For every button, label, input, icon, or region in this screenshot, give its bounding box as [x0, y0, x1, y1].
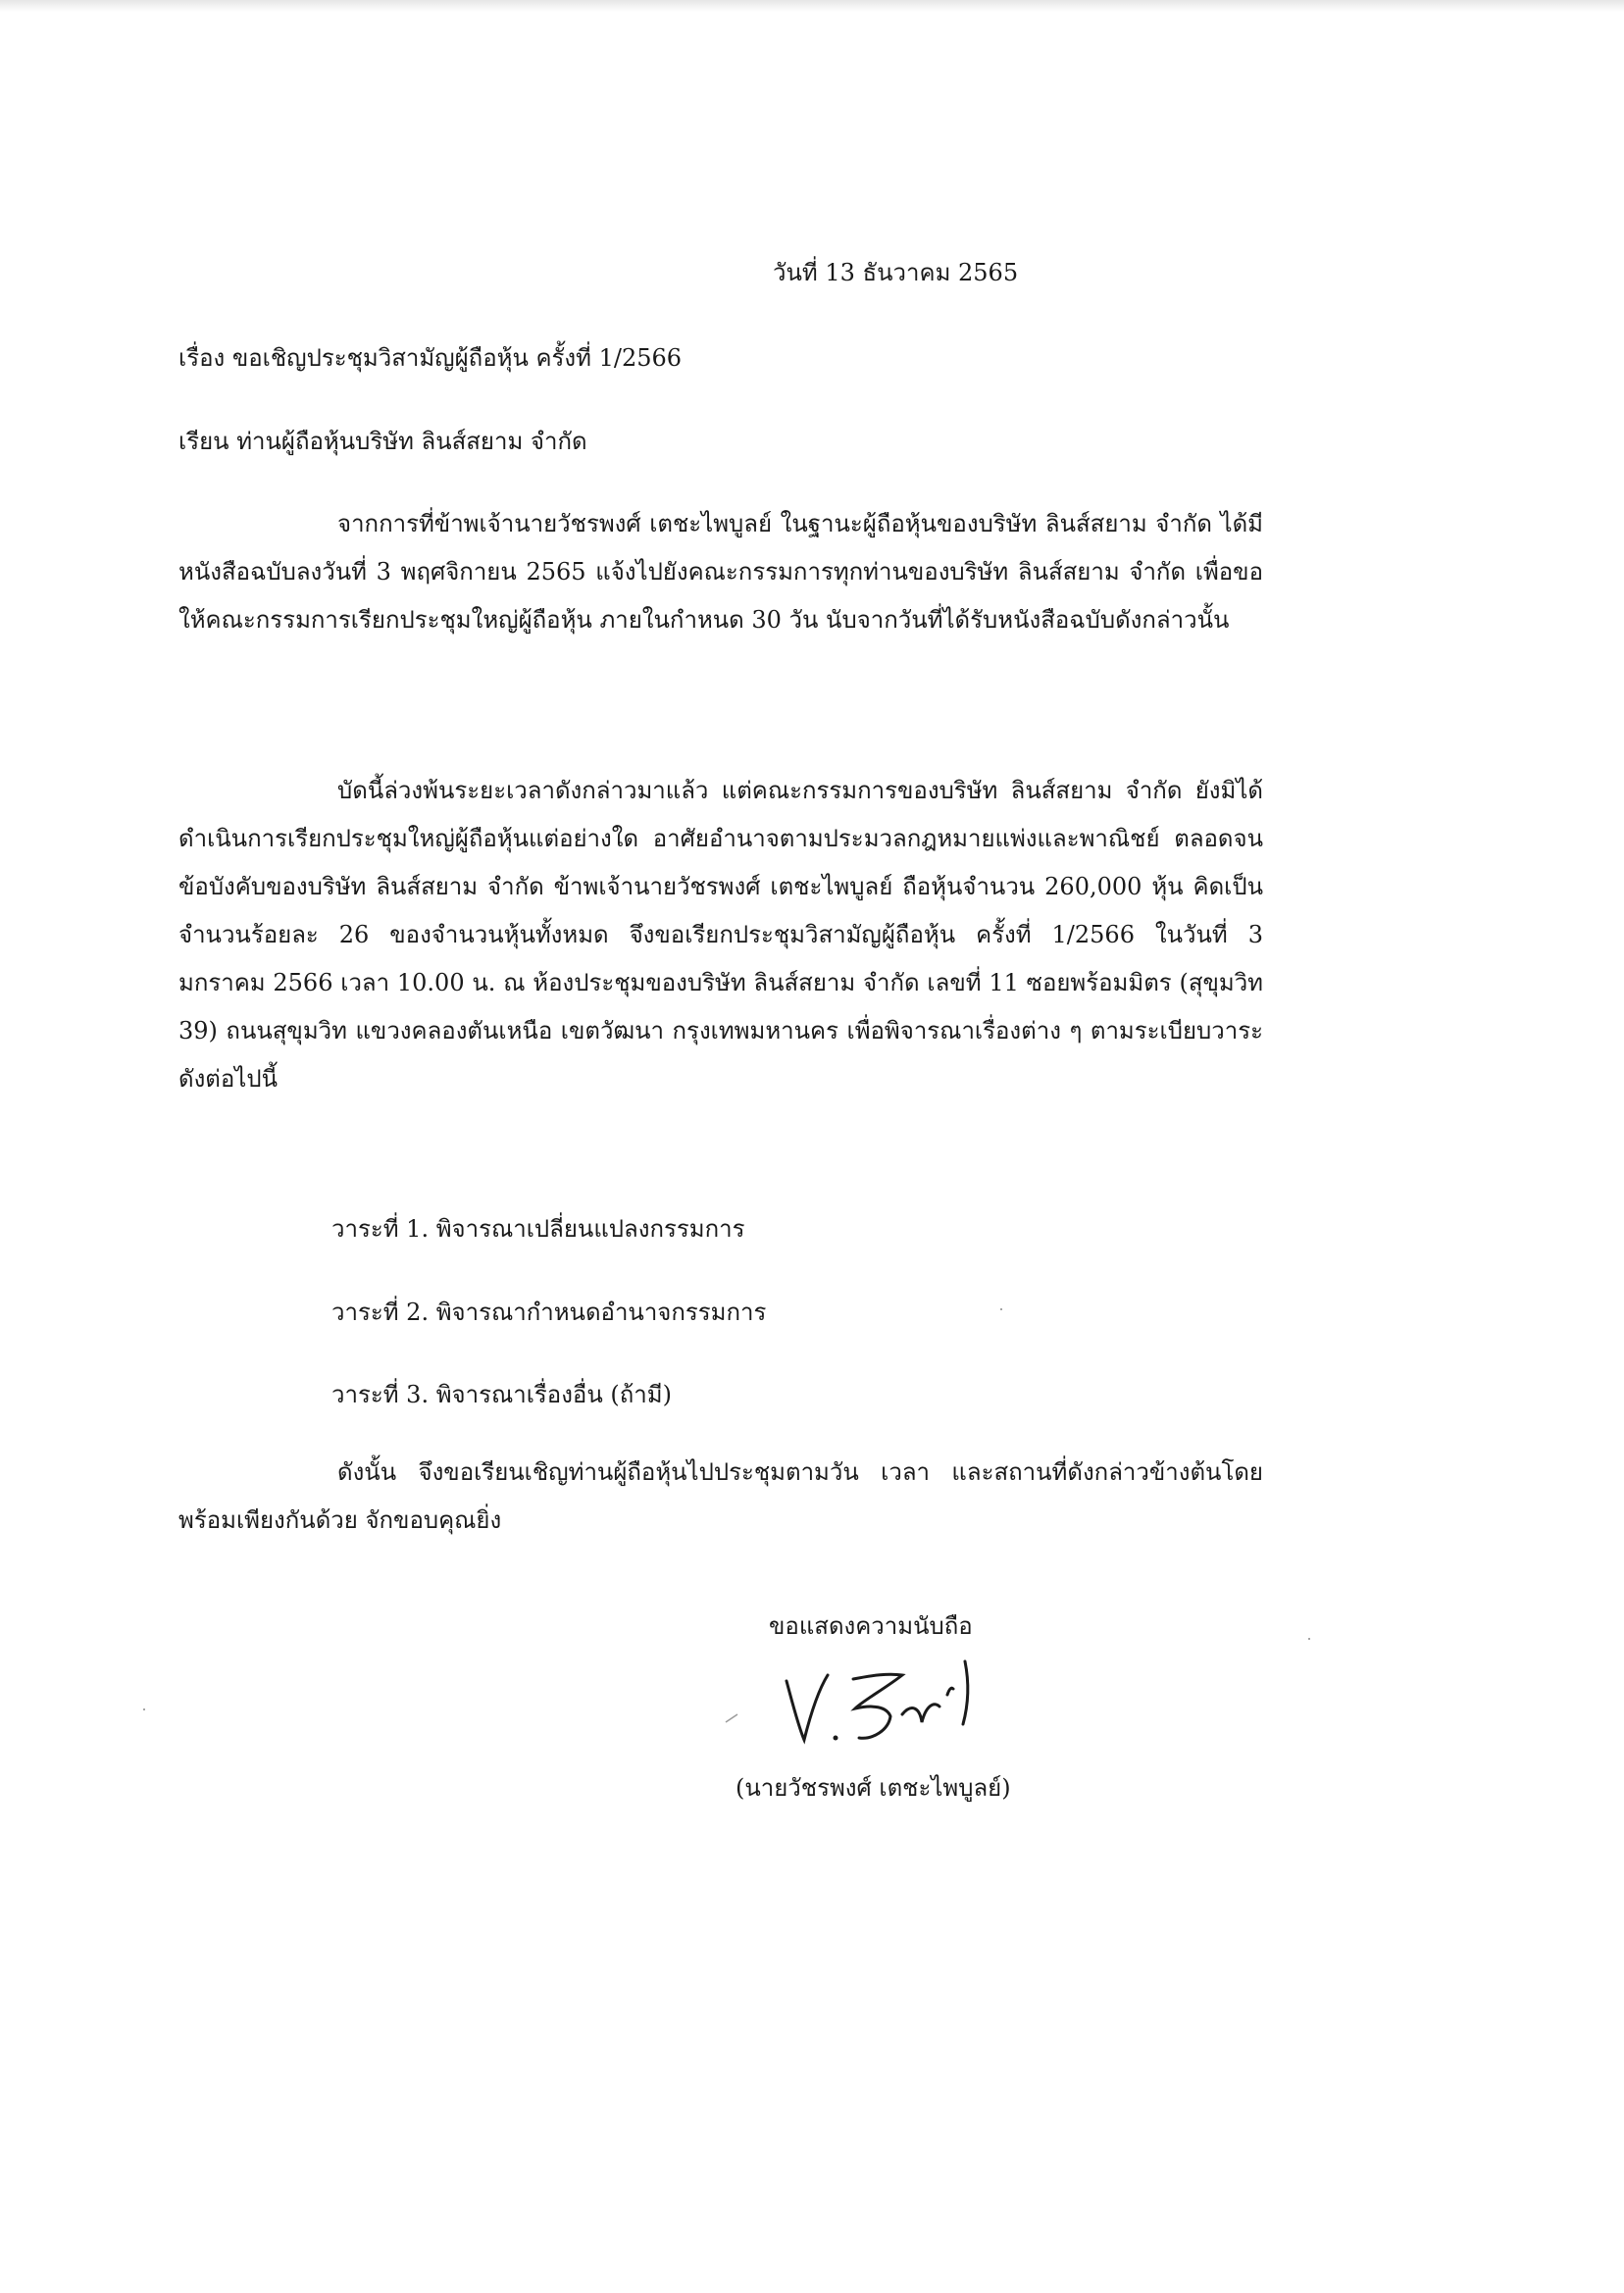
- closing-phrase: ขอแสดงความนับถือ: [769, 1612, 973, 1640]
- scan-speck: [1000, 1308, 1002, 1310]
- letter-subject: เรื่อง ขอเชิญประชุมวิสามัญผู้ถือหุ้น ครั้งที่ 1/2566: [178, 344, 683, 372]
- signer-name: (นายวัชรพงศ์ เตชะไพบูลย์): [736, 1774, 1011, 1802]
- letter-date: วันที่ 13 ธันวาคม 2565: [773, 259, 1019, 286]
- scan-speck: [1308, 1638, 1310, 1640]
- agenda-item-1: วาระที่ 1. พิจารณาเปลี่ยนแปลงกรรมการ: [331, 1215, 745, 1243]
- body-paragraph-2: บัดนี้ล่วงพ้นระยะเวลาดังกล่าวมาแล้ว แต่คณะกรรมการของบริษัท ลินส์สยาม จำกัด ยังมิได้ดำเนินการเรียกประชุมใหญ่ผู้ถือหุ้นแต่อย่างใด อาศัยอำนาจตามประมวลกฎหมายแพ่งและพาณิชย์ ตลอดจนข้อบังคับของบริษัท ลินส์สยาม จำกัด ข้าพเจ้านายวัชรพงศ์ เตชะไพบูลย์ ถือหุ้นจำนวน 260,000 หุ้น คิดเป็นจำนวนร้อยละ 26 ของจำนวนหุ้นทั้งหมด จึงขอเรียกประชุมวิสามัญผู้ถือหุ้น ครั้งที่ 1/2566 ในวันที่ 3 มกราคม 2566 เวลา 10.00 น. ณ ห้องประชุมของบริษัท ลินส์สยาม จำกัด เลขที่ 11 ซอยพร้อมมิตร (สุขุมวิท 39) ถนนสุขุมวิท แขวงคลองตันเหนือ เขตวัฒนา กรุงเทพมหานคร เพื่อพิจารณาเรื่องต่าง ๆ ตามระเบียบวาระดังต่อไปนี้: [178, 777, 1263, 1093]
- letter-salutation: เรียน ท่านผู้ถือหุ้นบริษัท ลินส์สยาม จำกัด: [178, 428, 587, 455]
- scan-edge-shadow: [0, 0, 1624, 12]
- body-paragraph-3: ดังนั้น จึงขอเรียนเชิญท่านผู้ถือหุ้นไปประชุมตามวัน เวลา และสถานที่ดังกล่าวข้างต้นโดยพร้อมเพียงกันด้วย จักขอบคุณยิ่ง: [178, 1458, 1263, 1534]
- scan-speck: [143, 1708, 145, 1710]
- agenda-item-2: วาระที่ 2. พิจารณากำหนดอำนาจกรรมการ: [331, 1299, 767, 1326]
- body-paragraph-1: จากการที่ข้าพเจ้านายวัชรพงศ์ เตชะไพบูลย์ ในฐานะผู้ถือหุ้นของบริษัท ลินส์สยาม จำกัด ได้มีหนังสือฉบับลงวันที่ 3 พฤศจิกายน 2565 แจ้งไปยังคณะกรรมการทุกท่านของบริษัท ลินส์สยาม จำกัด เพื่อขอให้คณะกรรมการเรียกประชุมใหญ่ผู้ถือหุ้น ภายในกำหนด 30 วัน นับจากวันที่ได้รับหนังสือฉบับดังกล่าวนั้น: [178, 510, 1263, 634]
- agenda-item-3: วาระที่ 3. พิจารณาเรื่องอื่น (ถ้ามี): [331, 1381, 672, 1408]
- handwritten-signature: [716, 1646, 1010, 1754]
